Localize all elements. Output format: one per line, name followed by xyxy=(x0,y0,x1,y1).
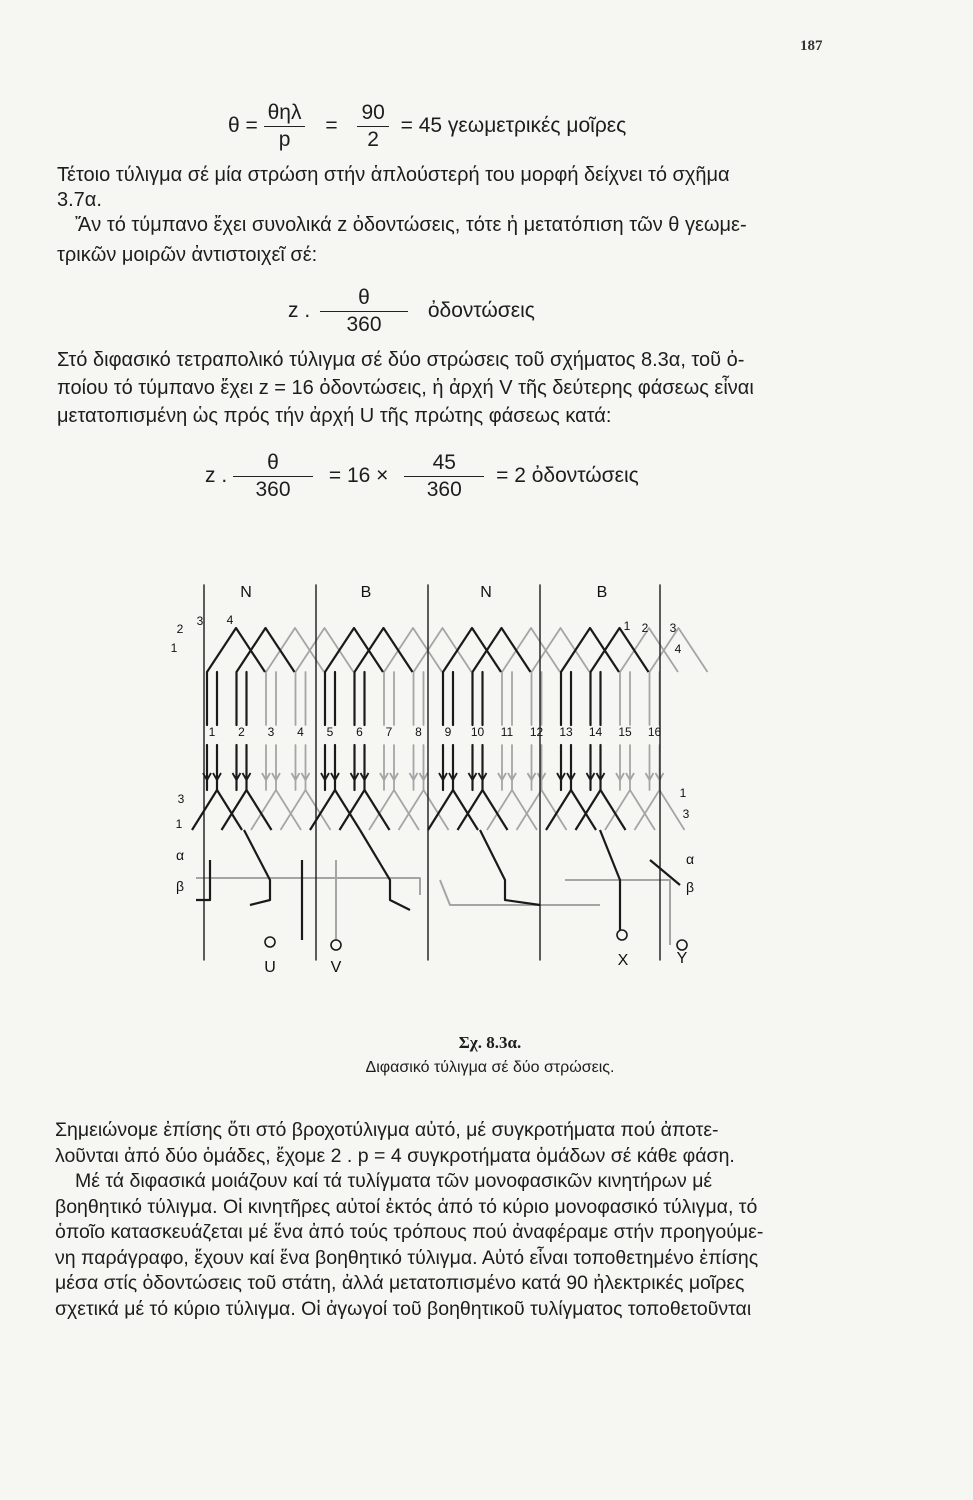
end-connection xyxy=(605,790,630,830)
caption-title: Σχ. 8.3α. xyxy=(458,1033,522,1052)
phase2-winding xyxy=(196,628,708,950)
end-connection xyxy=(207,628,265,672)
end-connection xyxy=(473,628,531,672)
slot-number: 3 xyxy=(267,725,275,739)
paragraph-line: Τέτοιο τύλιγμα σέ μία στρώση στήν ἁπλούστερή του μορφή δείχνει τό σχῆμα xyxy=(57,164,730,186)
end-connection xyxy=(306,790,331,830)
paragraph-line: Ἄν τό τύμπανο ἔχει συνολικά z ὀδοντώσεις, τότε ἡ μετατόπιση τῶν θ γεωμε- xyxy=(75,214,747,236)
numerator: θ xyxy=(320,285,408,312)
end-connection xyxy=(296,628,354,672)
paragraph-line: ὁποῖο κατασκευάζεται μέ ἕνα ἀπό τούς τρόπους πού ἀναφέραμε στήν προηγούμε- xyxy=(55,1221,764,1243)
coil-label: 1 xyxy=(175,817,183,831)
end-connection xyxy=(571,790,596,830)
phase1-lead xyxy=(244,830,270,905)
pole-label: B xyxy=(596,584,608,601)
end-connection xyxy=(340,790,365,830)
paragraph-line: σχετικά μέ τό κύριο τύλιγμα. Οἱ ἀγωγοί τοῦ βοηθητικοῦ τυλίγματος τοποθετοῦνται xyxy=(55,1297,752,1320)
fraction xyxy=(233,450,313,503)
coil-label: 2 xyxy=(176,622,184,636)
end-connection xyxy=(561,628,619,672)
end-connection xyxy=(630,790,655,830)
end-connection xyxy=(247,790,272,830)
paragraph-line: βοηθητικό τύλιγμα. Οἱ κινητῆρες αὐτοί ἐκτός ἀπό τό κύριο μονοφασικό τύλιγμα, τό xyxy=(55,1195,758,1218)
pole-label: B xyxy=(360,584,372,601)
slot-number: 9 xyxy=(444,725,452,739)
end-connection xyxy=(335,790,360,830)
phase2-lead xyxy=(196,878,420,895)
slot-number: 6 xyxy=(356,725,363,739)
coil-label: 2 xyxy=(641,621,649,635)
terminal-x xyxy=(617,930,627,940)
end-connection xyxy=(355,628,413,672)
formula-shift xyxy=(205,450,639,503)
numerator: θηλ xyxy=(264,100,306,127)
slot-number: 14 xyxy=(588,725,603,739)
numerator: θ xyxy=(233,450,313,477)
end-connection xyxy=(517,790,542,830)
end-connection xyxy=(399,790,424,830)
end-connection xyxy=(458,790,483,830)
bottom-paragraph xyxy=(55,1118,845,1322)
slot-number: 2 xyxy=(238,725,245,739)
winding-diagram xyxy=(0,570,973,1000)
terminal-label: U xyxy=(264,959,276,976)
formula-mid: = 16 × xyxy=(328,464,389,488)
paragraph-line: Σημειώνομε ἐπίσης ὅτι στό βροχοτύλιγμα αὐτό, μέ συγκροτήματα πού ἀποτε- xyxy=(55,1119,719,1141)
beta-label: β xyxy=(685,879,695,895)
denominator: 360 xyxy=(255,478,291,501)
figure-caption xyxy=(200,1033,780,1077)
phase1-lead xyxy=(196,860,210,900)
end-connection xyxy=(384,628,442,672)
phase1-lead xyxy=(650,860,680,885)
end-connection xyxy=(502,628,560,672)
end-connection xyxy=(635,790,660,830)
end-connection xyxy=(487,790,512,830)
end-connection xyxy=(601,790,626,830)
formula-rhs: = 2 ὀδοντώσεις xyxy=(496,464,639,488)
phase1-lead xyxy=(480,830,540,905)
slot-number: 16 xyxy=(647,725,662,739)
end-connection xyxy=(369,790,394,830)
end-connection xyxy=(512,790,537,830)
paragraph-line: ποίου τό τύμπανο ἔχει z = 16 ὀδοντώσεις, ἡ ἀρχή V τῆς δεύτερης φάσεως εἶναι xyxy=(57,377,754,399)
end-connection xyxy=(222,790,247,830)
terminal-y xyxy=(677,940,687,950)
caption-subtitle: Διφασικό τύλιγμα σέ δύο στρώσεις. xyxy=(365,1059,615,1076)
end-connection xyxy=(591,628,649,672)
terminal-label: X xyxy=(617,952,629,969)
terminal-u xyxy=(265,937,275,947)
coil-label: 1 xyxy=(679,786,687,800)
end-connection xyxy=(483,790,508,830)
fraction xyxy=(404,450,484,503)
fraction xyxy=(357,100,388,153)
page-number: 187 xyxy=(800,38,823,54)
slot-number: 7 xyxy=(385,725,393,739)
paragraph-line: μέσα στίς ὀδοντώσεις τοῦ στάτη, ἀλλά μετατοπισμένο κατά 90 ἠλεκτρικές μοῖρες xyxy=(55,1272,745,1294)
alpha-label: α xyxy=(685,851,695,867)
denominator: 2 xyxy=(367,128,379,151)
slot-number: 8 xyxy=(415,725,422,739)
phase1-lead xyxy=(600,830,620,935)
phase1-lead xyxy=(360,830,410,910)
end-connection xyxy=(310,790,335,830)
coil-label: 3 xyxy=(682,807,690,821)
paragraph-line: τρικῶν μοιρῶν ἀντιστοιχεῖ σέ: xyxy=(57,244,318,266)
denominator: 360 xyxy=(426,478,462,501)
paragraph-line: μετατοπισμένη ὡς πρός τήν ἀρχή U τῆς πρώτης φάσεως κατά: xyxy=(57,405,612,427)
denominator: 360 xyxy=(346,313,382,336)
equals-sign: = xyxy=(325,114,338,138)
end-connection xyxy=(424,790,449,830)
denominator: p xyxy=(278,128,291,151)
coil-label: 1 xyxy=(623,619,631,633)
terminal-v xyxy=(331,940,341,950)
coil-label: 3 xyxy=(669,621,677,635)
slot-number: 15 xyxy=(618,725,632,739)
formula-lhs: z . xyxy=(205,464,228,488)
end-connection xyxy=(428,790,453,830)
formula-rhs: ὀδοντώσεις xyxy=(427,299,535,323)
end-connection xyxy=(576,790,601,830)
coil-label: 1 xyxy=(170,641,178,655)
slot-number: 10 xyxy=(470,725,485,739)
formula-lhs: z . xyxy=(288,299,311,323)
formula-teeth xyxy=(288,285,535,338)
end-connection xyxy=(546,790,571,830)
slot-number: 1 xyxy=(208,725,216,739)
fraction xyxy=(264,100,306,153)
numerator: 90 xyxy=(357,100,388,127)
end-connection xyxy=(217,790,242,830)
paragraph-line: νη παράγραφο, ἔχουν καί ἕνα βοηθητικό τύλιγμα. Αὐτό εἶναι τοποθετημένο ἐπίσης xyxy=(55,1246,759,1269)
end-connection xyxy=(414,628,472,672)
alpha-label: α xyxy=(175,847,185,863)
end-connection xyxy=(251,790,276,830)
end-connection xyxy=(237,628,295,672)
pole-label: N xyxy=(240,584,252,601)
paragraph-line: 3.7α. xyxy=(57,189,102,211)
terminal-label: V xyxy=(330,959,342,976)
end-connection xyxy=(325,628,383,672)
end-connection xyxy=(276,790,301,830)
terminal-label: Y xyxy=(676,950,688,967)
fraction xyxy=(320,285,408,338)
end-connection xyxy=(365,790,390,830)
paragraph-line: Μέ τά διφασικά μοιάζουν καί τά τυλίγματα τῶν μονοφασικῶν κινητήρων μέ xyxy=(75,1170,713,1192)
coil-label: 3 xyxy=(196,614,204,628)
slot-number: 13 xyxy=(559,725,573,739)
formula-theta xyxy=(228,100,626,153)
slot-number: 4 xyxy=(297,725,304,739)
formula-rhs: = 45 γεωμετρικές μοῖρες xyxy=(400,114,627,138)
pole-label: N xyxy=(480,584,492,601)
slot-number: 12 xyxy=(529,725,544,739)
slot-number: 11 xyxy=(500,725,514,739)
numerator: 45 xyxy=(404,450,484,477)
coil-label: 4 xyxy=(226,613,234,627)
beta-label: β xyxy=(175,878,185,894)
slot-number: 5 xyxy=(326,725,334,739)
end-connection xyxy=(443,628,501,672)
coil-label: 3 xyxy=(177,792,185,806)
end-connection xyxy=(542,790,567,830)
end-connection xyxy=(281,790,306,830)
paragraph-line: λοῦνται ἀπό δύο ὁμάδες, ἔχομε 2 . p = 4 συγκροτήματα ὁμάδων σέ κάθε φάση. xyxy=(55,1144,735,1167)
paragraph-line: Στό διφασικό τετραπολικό τύλιγμα σέ δύο στρώσεις τοῦ σχήματος 8.3α, τοῦ ὀ- xyxy=(57,349,745,371)
end-connection xyxy=(394,790,419,830)
coil-label: 4 xyxy=(674,642,682,656)
formula-lhs: θ = xyxy=(228,114,258,138)
end-connection xyxy=(453,790,478,830)
